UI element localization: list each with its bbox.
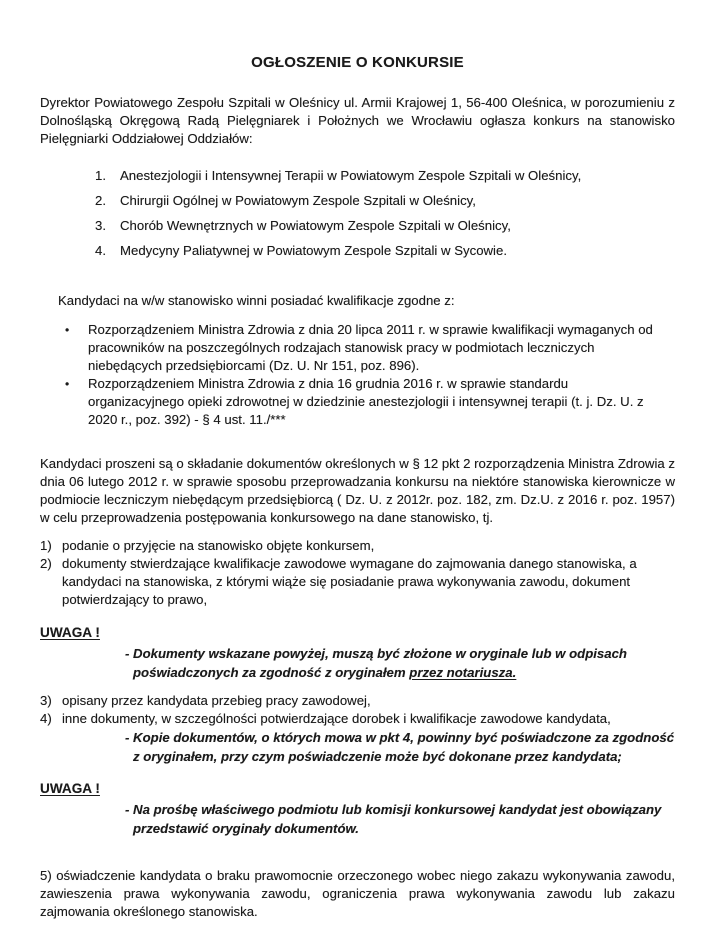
list-item [40,321,675,375]
list-item-text: podanie o przyjęcie na stanowisko objęte konkursem, [62,538,375,553]
page-title: OGŁOSZENIE O KONKURSIE [251,54,464,71]
list-item [40,710,675,728]
list-item-number: 4. [95,243,106,258]
list-item [40,555,675,609]
list-item [40,217,675,235]
item5-paragraph: 5) oświadczenie kandydata o braku prawomocnie orzeczonego wobec niego zakazu wykonywania zawodu, zawieszenia prawa wykonywania zawodu, ograniczenia prawa wykonywania zawodu lub zakazu zajmowania określonego stanowiska. [40,868,675,919]
list-item [40,192,675,210]
list-item-number: 1) [40,538,52,553]
documents-paragraph: Kandydaci proszeni są o składanie dokumentów określonych w § 12 pkt 2 rozporządzenia Ministra Zdrowia z dnia 06 lutego 2012 r. w sprawie sposobu przeprowadzania konkursu na niektóre stanowiska kierownicze w podmiocie leczniczym niebędącym przedsiębiorcą ( Dz. U. z 2012r. poz. 182, zm. Dz.U. z 2016 r. poz. 1957) w celu przeprowadzenia postępowania konkursowego na dane stanowisko, tj. [40,456,675,525]
uwaga-section-1 [40,624,675,682]
uwaga-heading [40,780,675,798]
list-item-number: 2) [40,556,52,571]
list-item-number: 3) [40,693,52,708]
required-documents-list-2 [40,692,675,766]
list-item [40,242,675,260]
list-item [40,537,675,555]
list-item-number: 1. [95,168,106,183]
list-item-number: 4) [40,711,52,726]
uwaga-heading-text: UWAGA ! [40,781,100,796]
list-item-text: Anestezjologii i Intensywnej Terapii w Powiatowym Zespole Szpitali w Oleśnicy, [120,168,582,183]
list-item-text: Rozporządzeniem Ministra Zdrowia z dnia 20 lipca 2011 r. w sprawie kwalifikacji wymaganych od pracowników na poszczególnych rodzajach stanowisk pracy w podmiotach leczniczych niebędących przedsiębiorcami (Dz. U. Nr 151, poz. 896). [88,322,653,373]
uwaga-heading-text: UWAGA ! [40,625,100,640]
intro-paragraph: Dyrektor Powiatowego Zespołu Szpitali w Oleśnicy ul. Armii Krajowej 1, 56-400 Oleśnica, w porozumieniu z Dolnośląską Okręgową Radą Pielęgniarek i Położnych we Wrocławiu ogłasza konkurs na stanowisko Pielęgniarki Oddziałowej Oddziałów: [40,95,675,146]
item4-note: - Kopie dokumentów, o których mowa w pkt 4, powinny być poświadczone za zgodność z oryginałem, przy czym poświadczenie może być dokonane przez kandydata; [125,730,675,764]
bullet-icon: • [65,323,70,337]
qualifications-bullet-list [40,321,675,429]
list-item-text: Rozporządzeniem Ministra Zdrowia z dnia 16 grudnia 2016 r. w sprawie standardu organizacyjnego opieki zdrowotnej w dziedzinie anestezjologii i intensywnej terapii (t. j. Dz. U. z 2020 r., poz. 392) - § 4 ust. 11./*** [88,376,644,427]
uwaga-section-2 [40,780,675,838]
bullet-icon: • [65,377,70,391]
list-item [40,167,675,185]
department-list [40,167,675,260]
list-item-text: Chirurgii Ogólnej w Powiatowym Zespole Szpitali w Oleśnicy, [120,193,476,208]
required-documents-list [40,537,675,609]
uwaga-note: - Na prośbę właściwego podmiotu lub komisji konkursowej kandydat jest obowiązany przedstawić oryginały dokumentów. [125,802,662,836]
uwaga-heading [40,624,675,642]
list-item-number: 3. [95,218,106,233]
list-item-text: dokumenty stwierdzające kwalifikacje zawodowe wymagane do zajmowania danego stanowiska, a kandydaci na stanowiska, z którymi wiąże się posiadanie prawa wykonywania zawodu, dokument potwierdzający to prawo, [62,556,637,607]
list-item-number: 2. [95,193,106,208]
list-item-text: Medycyny Paliatywnej w Powiatowym Zespole Szpitali w Sycowie. [120,243,507,258]
list-item [40,375,675,429]
uwaga-note-text: - Dokumenty wskazane powyżej, muszą być złożone w oryginale lub w odpisach poświadczonych za zgodność z oryginałem [125,646,627,680]
uwaga-note [40,644,675,682]
uwaga-note-underlined-text: przez notariusza. [409,665,517,680]
qualifications-intro: Kandydaci na w/w stanowisko winni posiadać kwalifikacje zgodne z: [58,293,455,308]
list-item-text: inne dokumenty, w szczególności potwierdzające dorobek i kwalifikacje zawodowe kandydata, [62,711,611,726]
list-item-text: Chorób Wewnętrznych w Powiatowym Zespole Szpitali w Oleśnicy, [120,218,511,233]
list-item [40,692,675,710]
list-item-text: opisany przez kandydata przebieg pracy zawodowej, [62,693,371,708]
